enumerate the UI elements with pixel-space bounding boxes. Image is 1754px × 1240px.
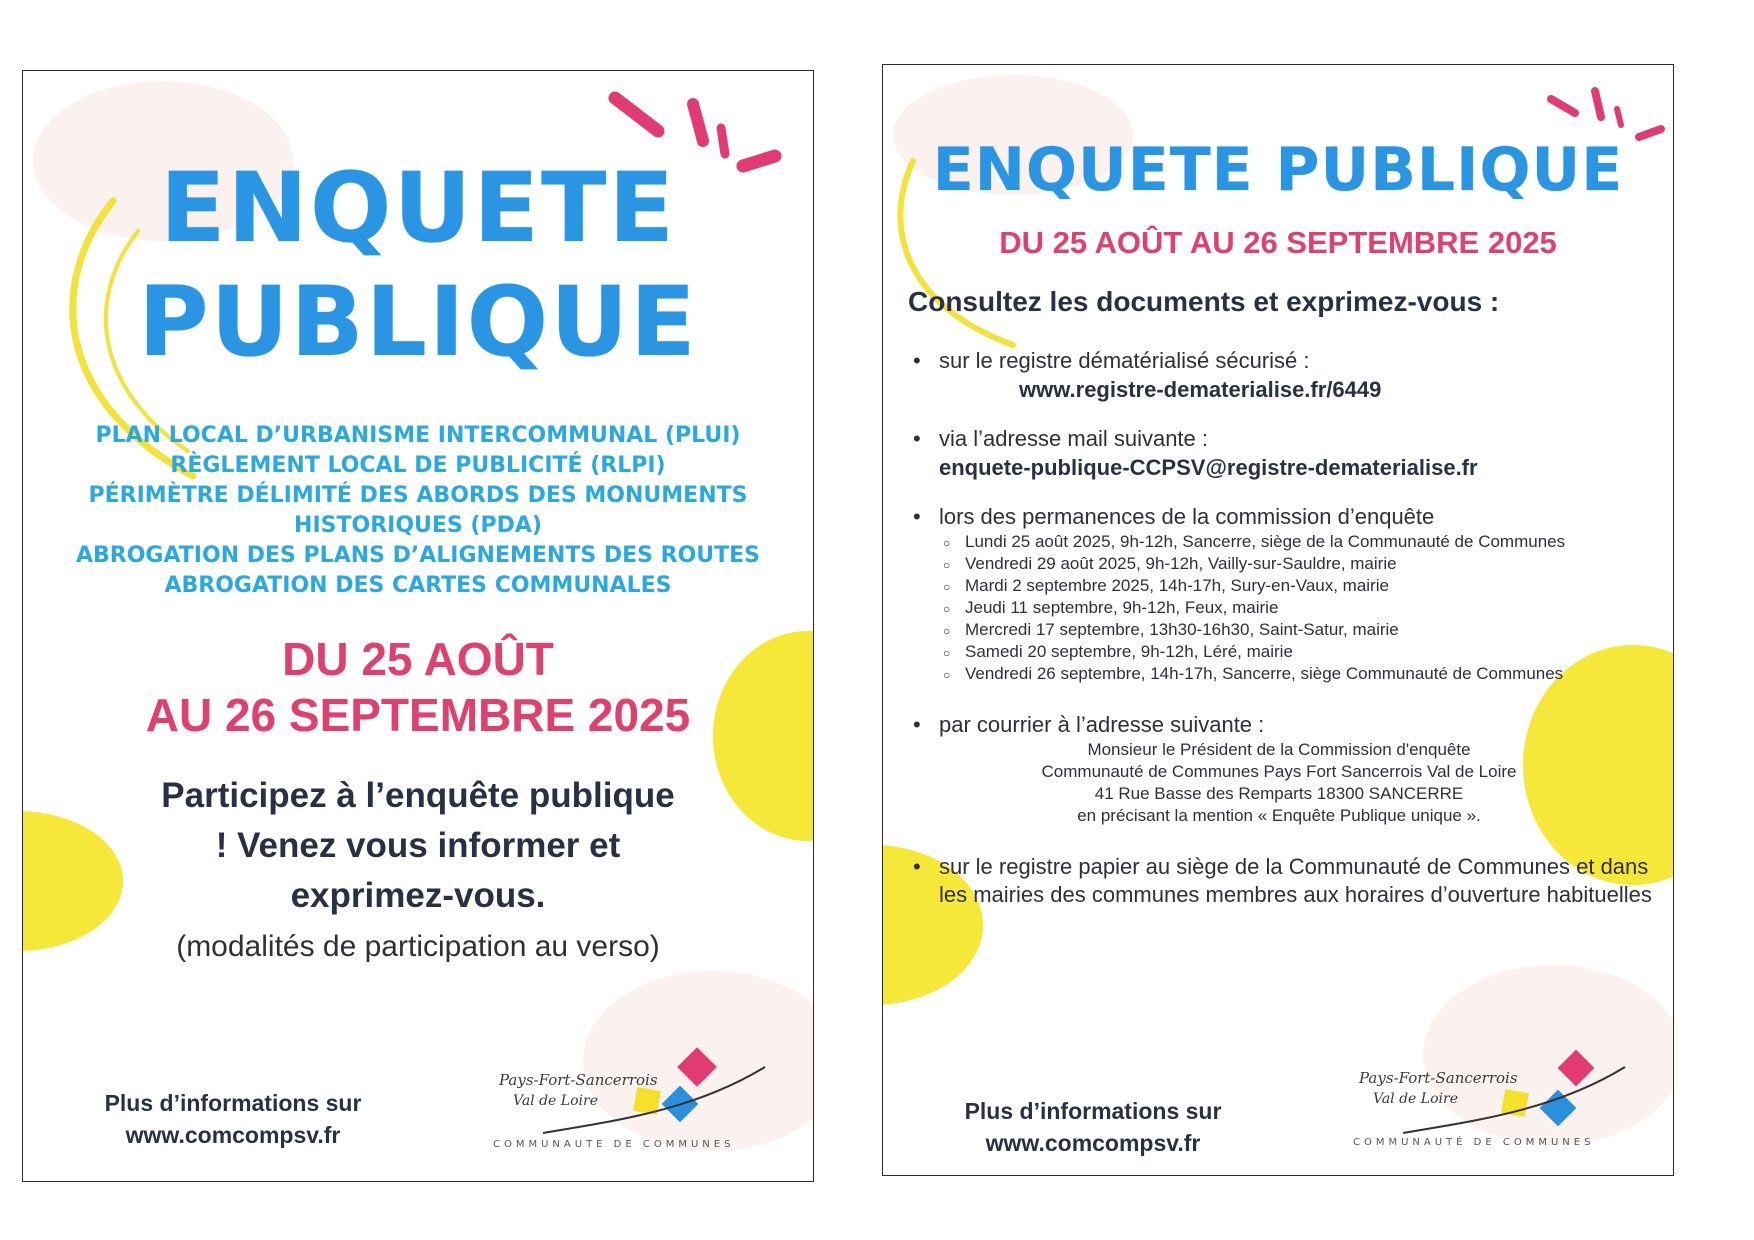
cta-line1: Participez à l’enquête publique xyxy=(161,776,675,815)
address-line: 41 Rue Basse des Remparts 18300 SANCERRE xyxy=(1094,784,1464,803)
bullet-registre-text: • sur le registre dématérialisé sécurisé : xyxy=(939,347,1659,375)
more-info-label: Plus d’informations sur xyxy=(964,1098,1222,1124)
postal-address xyxy=(939,739,1619,827)
permanence-item: ○ Vendredi 26 septembre, 14h-17h, Sancerre, siège Communauté de Communes xyxy=(965,663,1659,685)
logo-script-line2: Val de Loire xyxy=(513,1093,598,1109)
participation-note: (modalités de participation au verso) xyxy=(176,930,660,963)
subjects-list xyxy=(23,421,813,601)
subject-cartes: ABROGATION DES CARTES COMMUNALES xyxy=(164,573,672,598)
participation-methods xyxy=(939,347,1659,909)
website-link[interactable]: www.comcompsv.fr xyxy=(985,1130,1201,1156)
bullet-email-text: • via l’adresse mail suivante : xyxy=(939,425,1659,453)
cta-line2: ! Venez vous informer et xyxy=(215,826,621,865)
logo-caption: COMMUNAUTÉ DE COMMUNES xyxy=(1353,1137,1595,1148)
page-title-line2: PUBLIQUE xyxy=(138,266,698,378)
subject-pda-cont: HISTORIQUES (PDA) xyxy=(294,513,542,538)
subject-pda: PÉRIMÈTRE DÉLIMITÉ DES ABORDS DES MONUMENTS xyxy=(88,483,748,508)
permanence-item: ○ Vendredi 29 août 2025, 9h-12h, Vailly-sur-Sauldre, mairie xyxy=(965,553,1659,575)
flyer-front xyxy=(22,70,814,1182)
date-range: DU 25 AOÛT AU 26 SEPTEMBRE 2025 xyxy=(999,225,1557,260)
permanences-list xyxy=(965,531,1659,685)
address-line: Monsieur le Président de la Commission d'enquête xyxy=(1087,740,1471,759)
page-title-line1: ENQUETE xyxy=(159,152,677,264)
date-line2: AU 26 SEPTEMBRE 2025 xyxy=(145,689,691,741)
subject-rlpi: RÈGLEMENT LOCAL DE PUBLICITÉ (RLPI) xyxy=(170,453,666,478)
flyer-back xyxy=(882,64,1674,1176)
logo-script-line1: Pays-Fort-Sancerrois xyxy=(1359,1069,1518,1087)
email-link[interactable]: enquete-publique-CCPSV@registre-dematerialise.fr xyxy=(939,455,1478,480)
address-line: Communauté de Communes Pays Fort Sancerrois Val de Loire xyxy=(1041,762,1517,781)
date-range xyxy=(23,631,813,743)
logo-script-line1: Pays-Fort-Sancerrois xyxy=(499,1071,658,1089)
permanence-item: ○ Mardi 2 septembre 2025, 14h-17h, Sury-en-Vaux, mairie xyxy=(965,575,1659,597)
subject-plui: PLAN LOCAL D’URBANISME INTERCOMMUNAL (PLUI) xyxy=(95,423,741,448)
subject-alignements: ABROGATION DES PLANS D’ALIGNEMENTS DES ROUTES xyxy=(75,543,761,568)
call-to-action xyxy=(23,771,813,921)
cta-line3: exprimez-vous. xyxy=(290,876,546,915)
website-link[interactable]: www.comcompsv.fr xyxy=(125,1122,341,1148)
registre-link[interactable]: www.registre-dematerialise.fr/6449 xyxy=(1019,377,1382,402)
logo-script-line2: Val de Loire xyxy=(1373,1091,1458,1107)
address-line: en précisant la mention « Enquête Publique unique ». xyxy=(1077,806,1481,825)
bullet-courrier-text: • par courrier à l’adresse suivante : xyxy=(939,711,1659,739)
permanence-item: ○ Jeudi 11 septembre, 9h-12h, Feux, mairie xyxy=(965,597,1659,619)
more-info xyxy=(913,1095,1273,1159)
ccpsv-logo xyxy=(1353,1045,1653,1165)
bullet-registre-papier-text: • sur le registre papier au siège de la Communauté de Communes et dans les mairies des communes membres aux horaires d’ouverture habituelles xyxy=(939,853,1659,909)
ccpsv-logo xyxy=(493,1041,793,1161)
bullet-permanences-text: • lors des permanences de la commission d’enquête xyxy=(939,503,1659,531)
more-info-label: Plus d’informations sur xyxy=(104,1090,362,1116)
logo-caption: COMMUNAUTE DE COMMUNES xyxy=(493,1139,735,1150)
permanence-item: ○ Mercredi 17 septembre, 13h30-16h30, Saint-Satur, mairie xyxy=(965,619,1659,641)
permanence-item: ○ Samedi 20 septembre, 9h-12h, Léré, mairie xyxy=(965,641,1659,663)
date-line1: DU 25 AOÛT xyxy=(282,633,554,685)
permanence-item: ○ Lundi 25 août 2025, 9h-12h, Sancerre, siège de la Communauté de Communes xyxy=(965,531,1659,553)
section-heading: Consultez les documents et exprimez-vous : xyxy=(908,286,1500,317)
more-info xyxy=(53,1087,413,1151)
page-title: ENQUETE PUBLIQUE xyxy=(932,135,1624,205)
